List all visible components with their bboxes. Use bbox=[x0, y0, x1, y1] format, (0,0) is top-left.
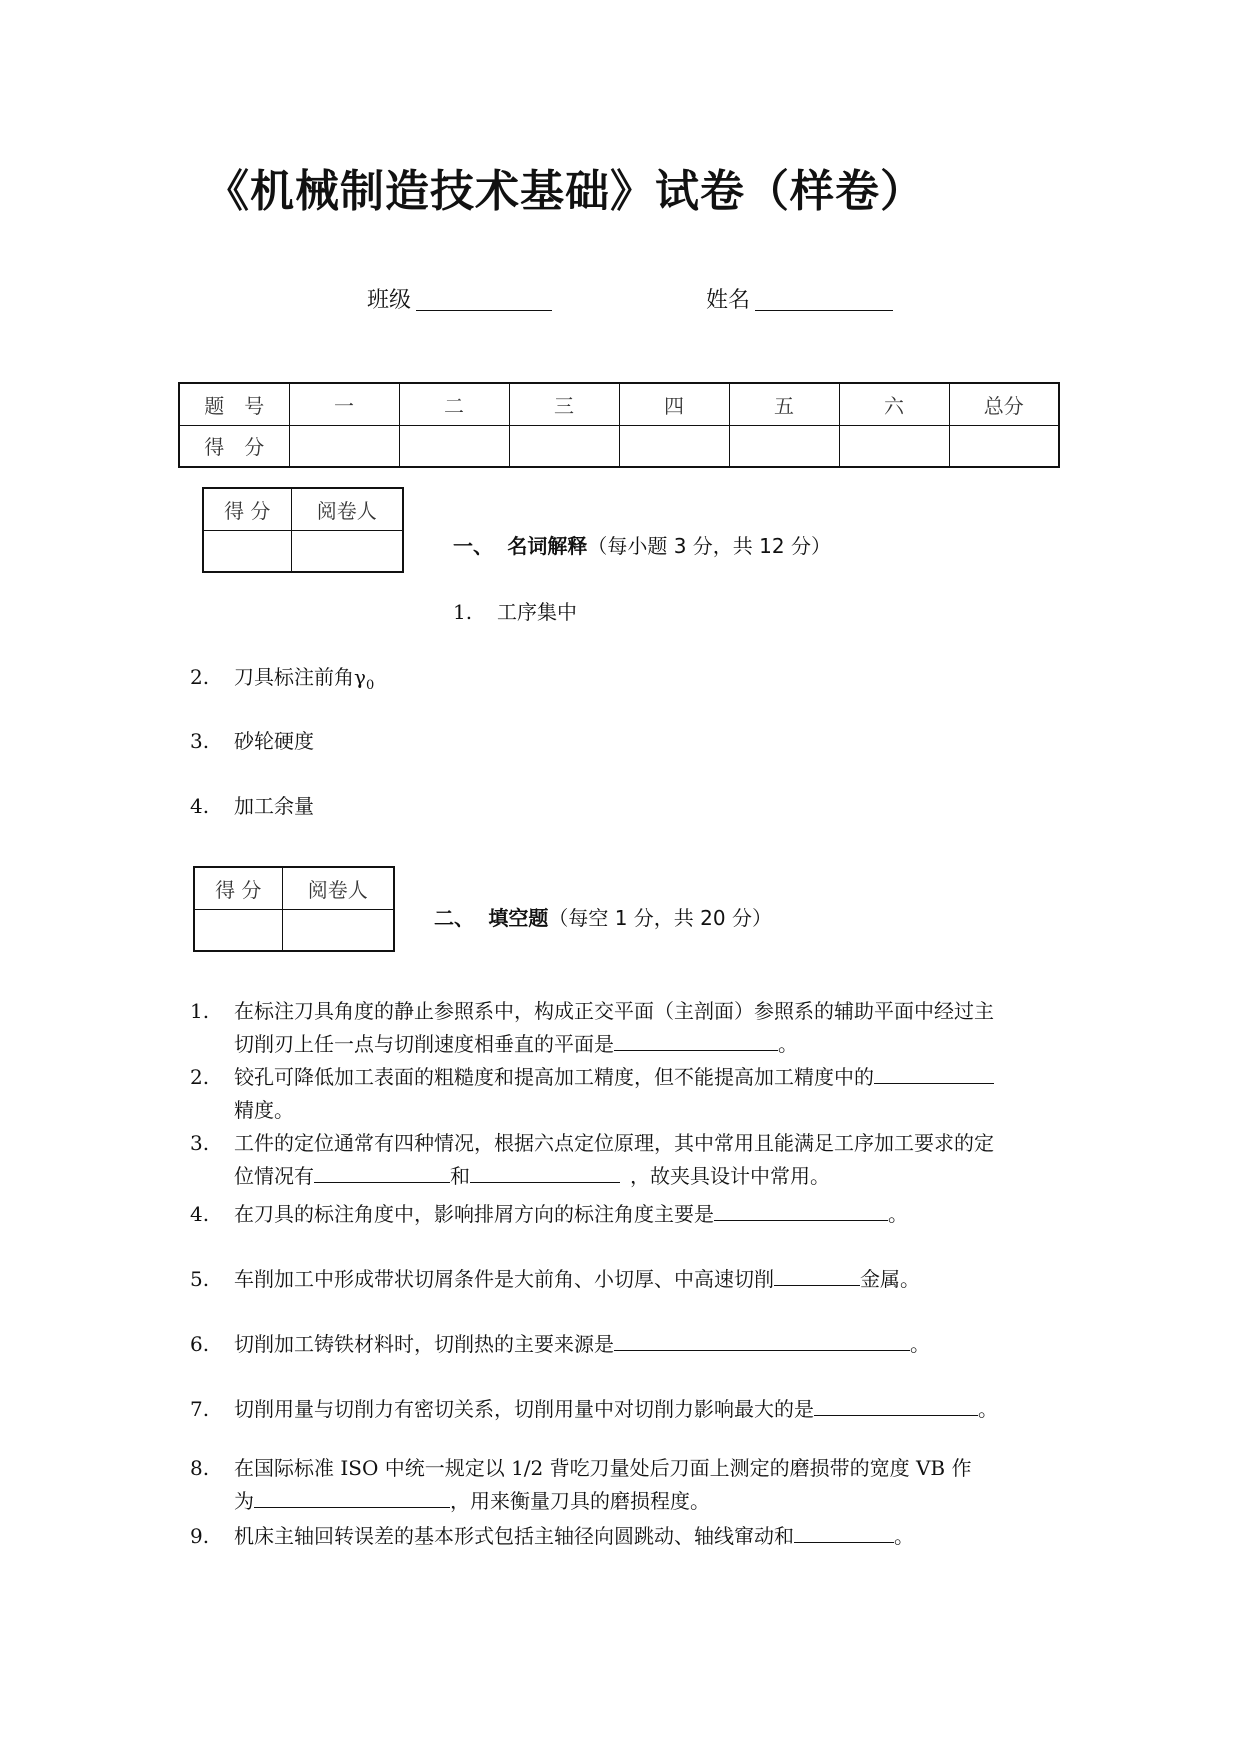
name-field[interactable] bbox=[755, 310, 893, 311]
section1-note: （每小题 3 分，共 12 分） bbox=[587, 534, 831, 558]
item-number: 4. bbox=[190, 794, 210, 818]
question-text: 为 bbox=[234, 1489, 254, 1513]
item-text: 砂轮硬度 bbox=[234, 729, 314, 753]
item-number: 8. bbox=[190, 1456, 210, 1480]
answer-blank[interactable] bbox=[314, 1164, 450, 1183]
item-number: 9. bbox=[190, 1524, 210, 1548]
score-cell[interactable] bbox=[729, 425, 839, 467]
grader-name-label: 阅卷人 bbox=[291, 488, 403, 530]
question-text: 切削用量与切削力有密切关系，切削用量中对切削力影响最大的是 bbox=[234, 1397, 814, 1421]
question-text: 切削刃上任一点与切削速度相垂直的平面是 bbox=[234, 1032, 614, 1056]
question-text: ，用来衡量刀具的磨损程度。 bbox=[450, 1489, 710, 1513]
fill-question bbox=[190, 1127, 1070, 1193]
section1-item bbox=[190, 725, 314, 754]
item-number: 3. bbox=[190, 1131, 210, 1155]
item-number: 6. bbox=[190, 1332, 210, 1356]
grader-score-cell[interactable] bbox=[203, 530, 291, 572]
section1-item bbox=[190, 661, 374, 693]
question-text: ，故夹具设计中常用。 bbox=[630, 1164, 830, 1188]
question-text: 。 bbox=[888, 1202, 908, 1226]
score-cell[interactable] bbox=[839, 425, 949, 467]
answer-blank[interactable] bbox=[774, 1267, 860, 1286]
question-text: 切削加工铸铁材料时，切削热的主要来源是 bbox=[234, 1332, 614, 1356]
fill-question bbox=[190, 995, 1070, 1061]
score-header-cell: 六 bbox=[839, 383, 949, 425]
score-header-cell: 三 bbox=[509, 383, 619, 425]
section1-title bbox=[453, 530, 831, 559]
score-cell[interactable] bbox=[289, 425, 399, 467]
item-number: 4. bbox=[190, 1202, 210, 1226]
score-header-cell: 总分 bbox=[949, 383, 1059, 425]
item-number: 5. bbox=[190, 1267, 210, 1291]
score-cell[interactable] bbox=[509, 425, 619, 467]
section2-grader-box bbox=[193, 866, 395, 952]
question-text: 。 bbox=[778, 1032, 798, 1056]
section1-grader-box bbox=[202, 487, 404, 573]
question-text: 在刀具的标注角度中，影响排屑方向的标注角度主要是 bbox=[234, 1202, 714, 1226]
grader-name-label: 阅卷人 bbox=[282, 867, 394, 909]
question-text: 。 bbox=[910, 1332, 930, 1356]
section2-number: 二、 bbox=[434, 906, 474, 930]
question-text: 精度。 bbox=[234, 1098, 294, 1122]
score-header-cell: 四 bbox=[619, 383, 729, 425]
fill-question bbox=[190, 1061, 1070, 1127]
fill-question bbox=[190, 1328, 930, 1357]
question-text: 位情况有 bbox=[234, 1164, 314, 1188]
section2-title bbox=[434, 902, 772, 931]
class-label: 班级 bbox=[367, 288, 412, 313]
question-text: 和 bbox=[450, 1164, 470, 1188]
item-number: 2. bbox=[190, 1065, 210, 1089]
answer-blank[interactable] bbox=[814, 1397, 978, 1416]
item-number: 2. bbox=[190, 665, 210, 689]
score-header-cell: 一 bbox=[289, 383, 399, 425]
answer-blank[interactable] bbox=[714, 1202, 888, 1221]
section1-number: 一、 bbox=[453, 534, 493, 558]
answer-blank[interactable] bbox=[794, 1524, 894, 1543]
question-text: 机床主轴回转误差的基本形式包括主轴径向圆跳动、轴线窜动和 bbox=[234, 1524, 794, 1548]
answer-blank[interactable] bbox=[874, 1065, 994, 1084]
section1-name: 名词解释 bbox=[507, 534, 588, 558]
item-text: 加工余量 bbox=[234, 794, 314, 818]
answer-blank[interactable] bbox=[614, 1032, 778, 1051]
exam-title: 《机械制造技术基础》试卷（样卷） bbox=[205, 166, 925, 217]
score-table-score-row bbox=[179, 425, 1059, 467]
grader-name-cell[interactable] bbox=[282, 909, 394, 951]
score-header-cell: 题 号 bbox=[179, 383, 289, 425]
class-field[interactable] bbox=[416, 310, 552, 311]
score-cell[interactable] bbox=[619, 425, 729, 467]
fill-question bbox=[190, 1393, 998, 1422]
section1-item bbox=[453, 596, 577, 625]
fill-question bbox=[190, 1263, 920, 1292]
name-label: 姓名 bbox=[706, 288, 751, 313]
question-text: 金属。 bbox=[860, 1267, 920, 1291]
question-text: 车削加工中形成带状切屑条件是大前角、小切厚、中高速切削 bbox=[234, 1267, 774, 1291]
fill-question bbox=[190, 1198, 908, 1227]
item-text: 刀具标注前角γ bbox=[234, 665, 366, 689]
question-text: 在标注刀具角度的静止参照系中，构成正交平面（主剖面）参照系的辅助平面中经过主 bbox=[234, 999, 994, 1023]
score-header-cell: 五 bbox=[729, 383, 839, 425]
section2-name: 填空题 bbox=[488, 906, 549, 930]
item-text: 工序集中 bbox=[497, 600, 577, 624]
score-header-cell: 二 bbox=[399, 383, 509, 425]
score-table-header-row bbox=[179, 383, 1059, 425]
answer-blank[interactable] bbox=[254, 1489, 450, 1508]
fill-question bbox=[190, 1520, 914, 1549]
question-text: 工件的定位通常有四种情况，根据六点定位原理，其中常用且能满足工序加工要求的定 bbox=[234, 1131, 994, 1155]
grader-score-cell[interactable] bbox=[194, 909, 282, 951]
score-cell[interactable] bbox=[399, 425, 509, 467]
score-row-label: 得 分 bbox=[179, 425, 289, 467]
question-text: 铰孔可降低加工表面的粗糙度和提高加工精度，但不能提高加工精度中的 bbox=[234, 1065, 874, 1089]
item-subscript: 0 bbox=[365, 678, 375, 693]
question-text: 在国际标准 ISO 中统一规定以 1/2 背吃刀量处后刀面上测定的磨损带的宽度 VB 作 bbox=[234, 1456, 972, 1480]
question-text: 。 bbox=[894, 1524, 914, 1548]
question-text: 。 bbox=[978, 1397, 998, 1421]
answer-blank[interactable] bbox=[614, 1332, 910, 1351]
item-number: 7. bbox=[190, 1397, 210, 1421]
grader-score-label: 得 分 bbox=[203, 488, 291, 530]
grader-score-label: 得 分 bbox=[194, 867, 282, 909]
section2-note: （每空 1 分，共 20 分） bbox=[548, 906, 772, 930]
score-table bbox=[178, 382, 1060, 468]
item-number: 3. bbox=[190, 729, 210, 753]
item-number: 1. bbox=[453, 600, 473, 624]
grader-name-cell[interactable] bbox=[291, 530, 403, 572]
section1-item bbox=[190, 790, 314, 819]
item-number: 1. bbox=[190, 999, 210, 1023]
answer-blank[interactable] bbox=[470, 1164, 620, 1183]
score-cell[interactable] bbox=[949, 425, 1059, 467]
fill-question bbox=[190, 1452, 1070, 1518]
